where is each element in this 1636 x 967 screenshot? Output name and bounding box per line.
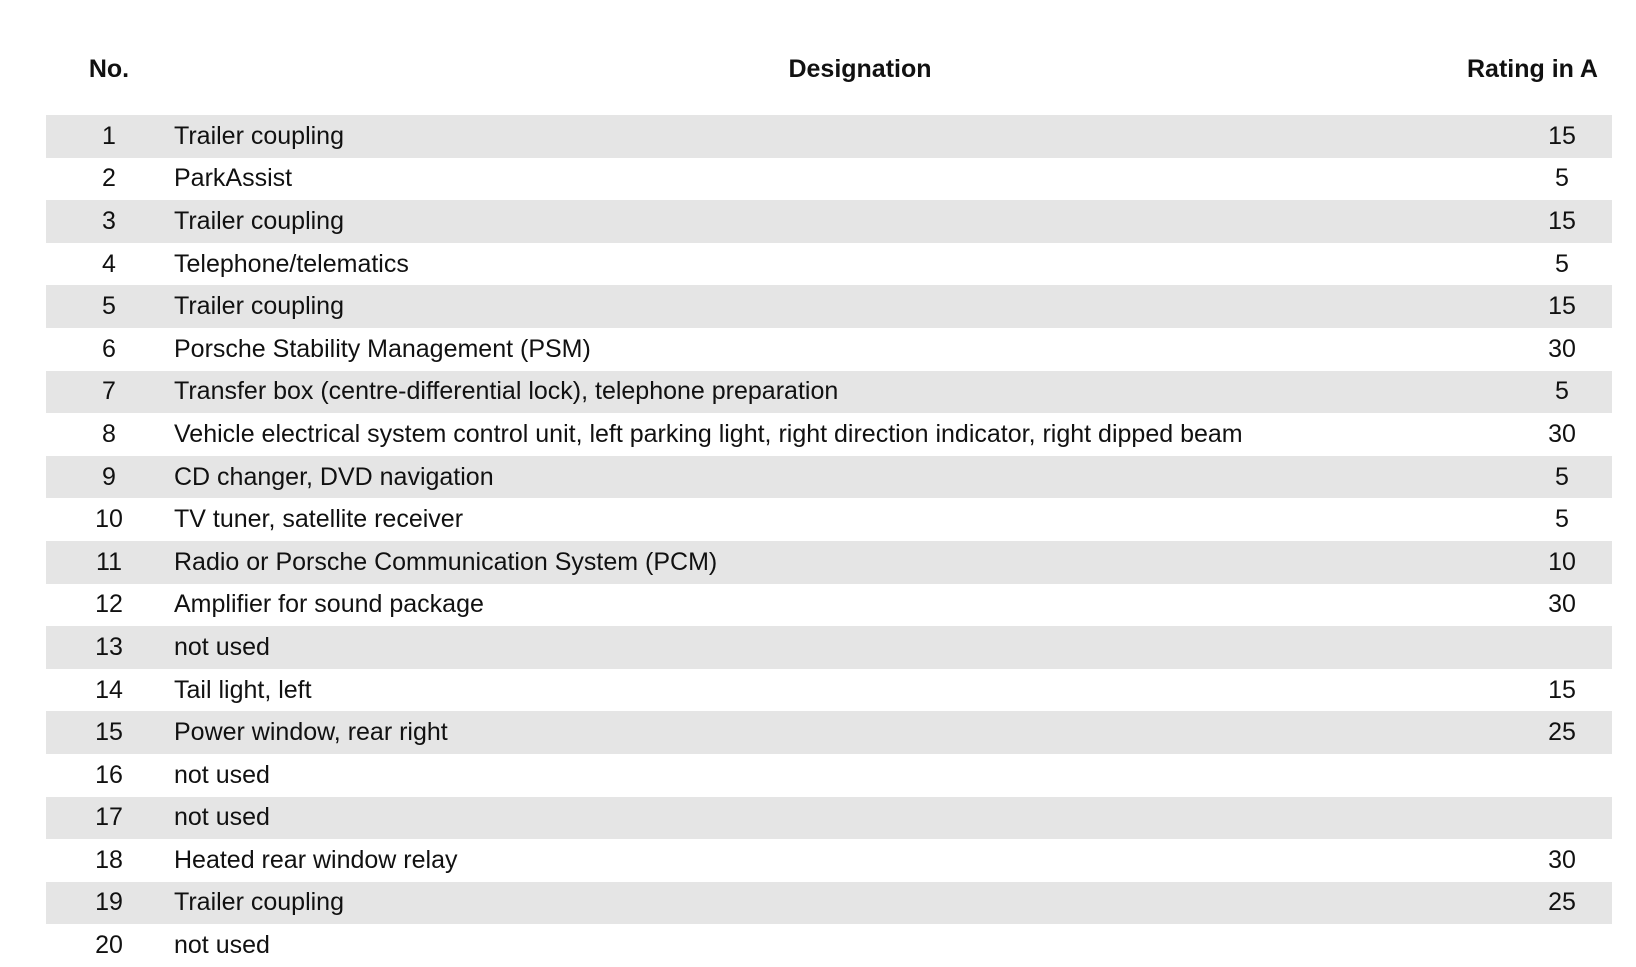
cell-no: 20 — [95, 931, 123, 960]
cell-designation: Transfer box (centre-differential lock), telephone preparation — [174, 377, 839, 406]
table-row — [46, 541, 1612, 584]
cell-rating — [1522, 797, 1602, 840]
cell-no: 1 — [102, 121, 116, 150]
cell-designation: not used — [174, 760, 270, 789]
table-row — [46, 669, 1612, 712]
cell-no: 11 — [96, 547, 122, 576]
table-body — [46, 115, 1612, 967]
cell-rating: 5 — [1555, 462, 1569, 491]
table-row — [46, 839, 1612, 882]
cell-designation: Trailer coupling — [174, 121, 344, 150]
cell-no: 12 — [95, 590, 123, 619]
cell-rating: 15 — [1548, 675, 1576, 704]
cell-rating — [1522, 754, 1602, 797]
cell-no: 6 — [102, 334, 116, 363]
cell-rating — [1522, 626, 1602, 669]
cell-designation: Porsche Stability Management (PSM) — [174, 334, 591, 363]
cell-rating: 5 — [1555, 505, 1569, 534]
cell-rating: 30 — [1548, 419, 1576, 448]
cell-no: 13 — [95, 632, 123, 661]
cell-designation: Tail light, left — [174, 675, 312, 704]
cell-rating: 5 — [1555, 377, 1569, 406]
cell-no: 8 — [102, 419, 116, 448]
cell-rating: 5 — [1555, 249, 1569, 278]
cell-rating: 25 — [1548, 888, 1576, 917]
cell-no: 17 — [95, 803, 123, 832]
table-row — [46, 285, 1612, 328]
cell-rating: 5 — [1555, 164, 1569, 193]
table-row — [46, 797, 1612, 840]
fuse-table — [46, 0, 1612, 967]
cell-no: 16 — [95, 760, 123, 789]
cell-no: 4 — [102, 249, 116, 278]
cell-designation: Amplifier for sound package — [174, 590, 484, 619]
cell-rating: 30 — [1548, 334, 1576, 363]
table-row — [46, 882, 1612, 925]
cell-no: 7 — [102, 377, 116, 406]
table-row — [46, 413, 1612, 456]
cell-no: 10 — [95, 505, 123, 534]
cell-rating: 30 — [1548, 590, 1576, 619]
cell-designation: TV tuner, satellite receiver — [174, 505, 464, 534]
header-designation: Designation — [788, 55, 932, 83]
table-row — [46, 200, 1612, 243]
cell-rating — [1522, 924, 1602, 967]
cell-no: 15 — [95, 718, 123, 747]
cell-no: 2 — [102, 164, 116, 193]
cell-designation: Power window, rear right — [174, 718, 448, 747]
table-row — [46, 243, 1612, 286]
cell-no: 14 — [95, 675, 123, 704]
table-row — [46, 754, 1612, 797]
cell-designation: CD changer, DVD navigation — [174, 462, 494, 491]
cell-designation: Trailer coupling — [174, 206, 344, 235]
table-row — [46, 924, 1612, 967]
table-header — [46, 0, 1612, 115]
table-row — [46, 371, 1612, 414]
cell-rating: 15 — [1548, 206, 1576, 235]
cell-rating: 15 — [1548, 292, 1576, 321]
cell-designation: not used — [174, 632, 270, 661]
cell-no: 19 — [95, 888, 123, 917]
cell-designation: not used — [174, 803, 270, 832]
table-row — [46, 711, 1612, 754]
table-row — [46, 584, 1612, 627]
cell-no: 3 — [102, 206, 116, 235]
cell-designation: Trailer coupling — [174, 292, 344, 321]
cell-no: 9 — [102, 462, 116, 491]
table-row — [46, 456, 1612, 499]
cell-rating: 25 — [1548, 718, 1576, 747]
cell-designation: Vehicle electrical system control unit, left parking light, right direction indicator, right dipped beam — [174, 419, 1243, 448]
table-row — [46, 498, 1612, 541]
table-row — [46, 626, 1612, 669]
header-rating: Rating in A — [1466, 55, 1598, 83]
cell-designation: Trailer coupling — [174, 888, 344, 917]
cell-designation: Heated rear window relay — [174, 845, 458, 874]
cell-designation: Radio or Porsche Communication System (PCM) — [174, 547, 718, 576]
cell-rating: 15 — [1548, 121, 1576, 150]
cell-no: 18 — [95, 845, 123, 874]
table-row — [46, 158, 1612, 201]
cell-no: 5 — [102, 292, 116, 321]
cell-rating: 30 — [1548, 845, 1576, 874]
table-row — [46, 115, 1612, 158]
header-no: No. — [88, 55, 130, 83]
table-row — [46, 328, 1612, 371]
cell-designation: Telephone/telematics — [174, 249, 409, 278]
cell-designation: ParkAssist — [174, 164, 293, 193]
cell-rating: 10 — [1548, 547, 1576, 576]
cell-designation: not used — [174, 931, 270, 960]
